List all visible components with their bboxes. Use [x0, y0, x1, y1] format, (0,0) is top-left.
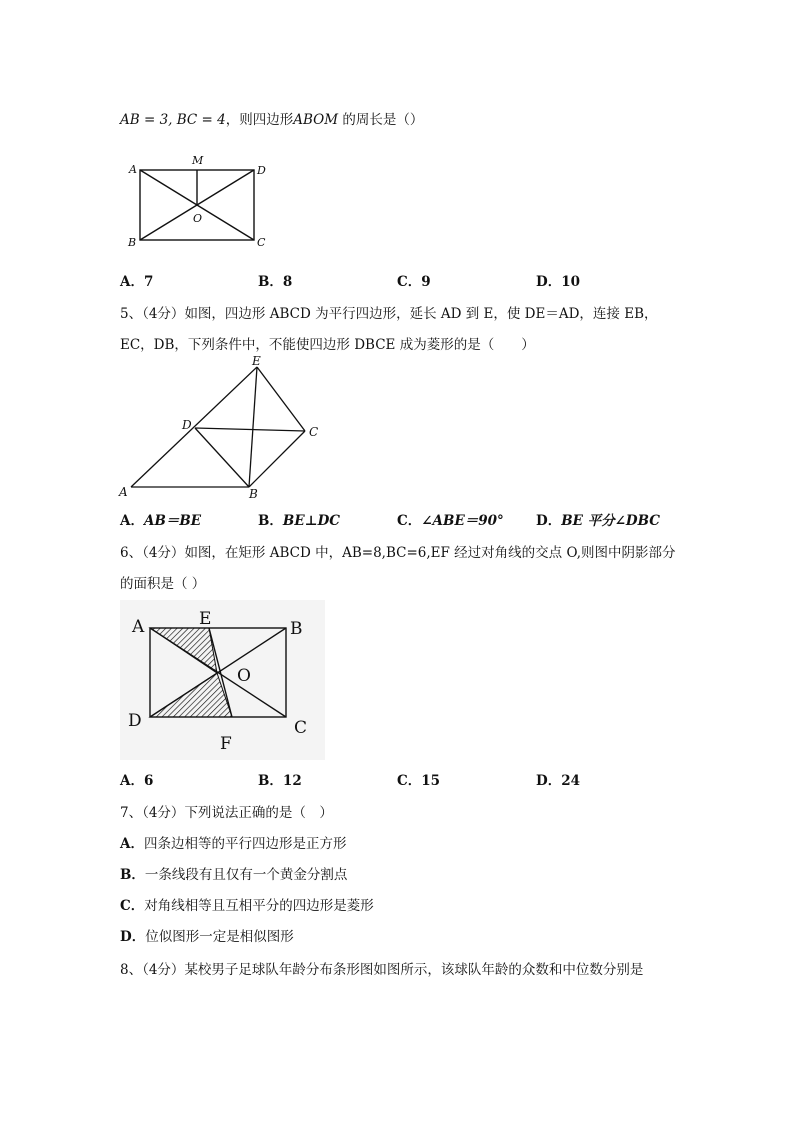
q5-label-b: B — [249, 487, 258, 500]
q6-stem-line2: 的面积是（ ） — [120, 576, 206, 592]
q4-label-m: M — [192, 154, 204, 167]
q6-label-c: C — [294, 718, 308, 738]
q4-stem-quad: ABOM — [293, 112, 339, 128]
q6-label-o: O — [237, 666, 251, 686]
q6-figure — [120, 600, 325, 760]
q4-label-b: B — [128, 236, 137, 249]
q7-choice-c: C．对角线相等且互相平分的四边形是菱形 — [120, 898, 374, 914]
q4-option-c: C．9 — [397, 274, 431, 290]
q5-stem-line2: EC，DB，下列条件中，不能使四边形 DBCE 成为菱形的是（ ） — [120, 337, 535, 353]
q6-option-d: D．24 — [536, 773, 581, 789]
q5-label-d: D — [182, 418, 192, 432]
q6-label-b: B — [290, 619, 303, 639]
q6-option-c: C．15 — [397, 773, 441, 789]
q4-option-b: B．8 — [258, 274, 293, 290]
q4-stem-math: AB = 3, BC = 4 — [120, 112, 226, 128]
q4-option-d: D．10 — [536, 274, 581, 290]
q5-option-d: D．BE 平分∠DBC — [536, 513, 661, 529]
q6-label-d: D — [128, 711, 142, 731]
q7-choice-d: D．位似图形一定是相似图形 — [120, 929, 294, 945]
q4-figure — [118, 150, 278, 250]
q4-label-o: O — [193, 212, 203, 225]
q4-label-a: A — [129, 163, 137, 176]
q6-label-f: F — [220, 734, 232, 754]
q6-label-a: A — [132, 617, 145, 637]
q8-stem: 8、（4分）某校男子足球队年龄分布条形图如图所示，该球队年龄的众数和中位数分别是 — [120, 962, 644, 978]
q5-label-c: C — [309, 425, 319, 439]
q5-stem-line1: 5、（4分）如图，四边形 ABCD 为平行四边形，延长 AD 到 E，使 DE＝AD，连接 EB， — [120, 306, 658, 322]
q6-label-e: E — [199, 609, 212, 629]
q7-stem: 7、（4分）下列说法正确的是（ ） — [120, 805, 333, 821]
q4-stem-tail: 的周长是（） — [338, 112, 424, 128]
q4-option-a: A．7 — [120, 274, 154, 290]
q5-option-c: C．∠ABE＝90° — [397, 513, 504, 529]
q5-option-a: A．AB＝BE — [120, 513, 202, 529]
q4-stem-text: ，则四边形 — [225, 112, 294, 128]
q4-label-d: D — [257, 164, 266, 177]
q5-figure — [115, 355, 335, 500]
q7-choice-b: B．一条线段有且仅有一个黄金分割点 — [120, 867, 348, 883]
q5-label-a: A — [119, 485, 128, 499]
q7-choice-a: A．四条边相等的平行四边形是正方形 — [120, 836, 347, 852]
q6-option-b: B．12 — [258, 773, 302, 789]
q6-stem-line1: 6、（4分）如图，在矩形 ABCD 中，AB=8,BC=6,EF 经过对角线的交点 O,则图中阴影部分 — [120, 545, 676, 561]
q5-label-e: E — [252, 355, 261, 368]
q4-stem — [120, 108, 423, 128]
q6-option-a: A．6 — [120, 773, 154, 789]
q5-option-b: B．BE⊥DC — [258, 513, 341, 529]
q4-label-c: C — [257, 236, 266, 249]
